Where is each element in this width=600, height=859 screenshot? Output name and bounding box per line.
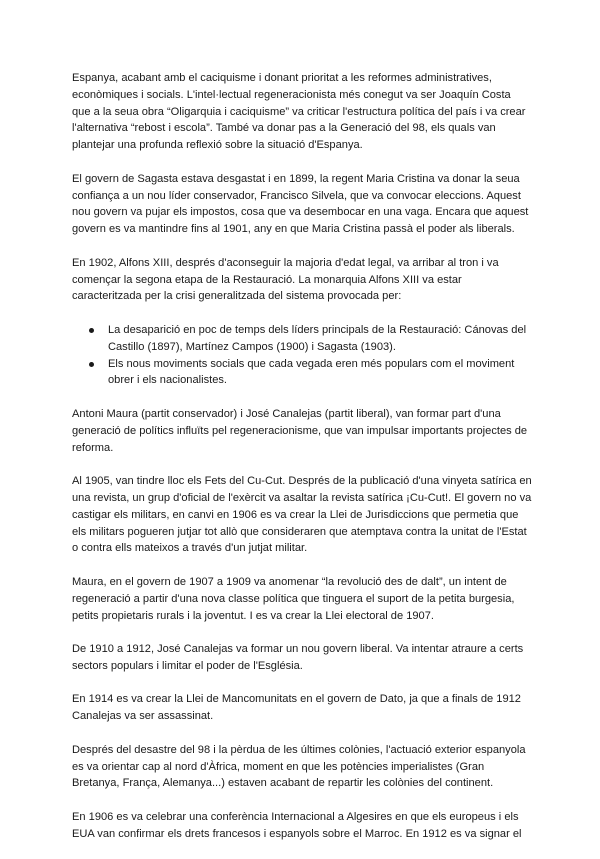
paragraph-algesires: En 1906 es va celebrar una conferència Internacional a Algesires en que els europeus i els EUA van confirmar els drets francesos i espanyols sobre el Marroc. En 1912 es va signar el	[72, 811, 522, 840]
document-page	[72, 70, 532, 859]
list-item	[108, 322, 532, 356]
crisis-causes-list	[72, 322, 532, 389]
paragraph-cu-cut: Al 1905, van tindre lloc els Fets del Cu-Cut. Després de la publicació d'una vinyeta satírica en una revista, un grup d'oficial de l'exèrcit va asaltar la revista satírica ¡Cu-Cut!. El govern no va castigar els militars, en canvi en 1906 es va crear la Llei de Jurisdiccions que permetia que els militars pogueren jutjar tot allò que consideraren que atemptava contra la unitat de l'Estat o contra ells mateixos a través d'un jutjat militar.	[72, 475, 532, 555]
paragraph-mancomunitats: En 1914 es va crear la Llei de Mancomunitats en el govern de Dato, ja que a finals de 1912 Canalejas va ser assassinat.	[72, 693, 521, 723]
paragraph-govern-sagasta: El govern de Sagasta estava desgastat i en 1899, la regent Maria Cristina va donar la seua confiança a un nou líder conservador, Francisco Silvela, que va convocar eleccions. Aquest nou govern va pujar els impostos, cosa que va desembocar en una vaga. Encara que aquest govern es va mantindre fins al 1901, any en que Maria Cristina passà el poder als liberals.	[72, 172, 529, 236]
paragraph-nord-africa: Després del desastre del 98 i la pèrdua de les últimes colònies, l'actuació exterior espanyola es va orientar cap al nord d'Àfrica, moment en que les potències imperialistes (Gran Bretanya, França, Alemanya...) estaven acabant de repartir les colònies del continent.	[72, 743, 526, 790]
bullet-icon	[89, 328, 94, 333]
list-item-text: La desaparició en poc de temps dels líders principals de la Restauració: Cánovas del Castillo (1897), Martínez Campos (1900) i Sagasta (1903).	[108, 323, 527, 353]
paragraph-regeneracionisme: Espanya, acabant amb el caciquisme i donant prioritat a les reformes administratives, econòmiques i socials. L'intel·lectual regeneracionista més conegut va ser Joaquín Costa que a la seua obra “Oligarquia i caciquisme” va criticar l'estructura política del país i va crear l'alternativa “rebost i escola”. També va donar pas a la Generació del 98, els quals van plantejar una profunda reflexió sobre la situació d'Espanya.	[72, 72, 526, 152]
bullet-icon	[89, 362, 94, 367]
list-item-text: Els nous moviments socials que cada vegada eren més populars com el moviment obrer i els nacionalistes.	[108, 357, 515, 387]
list-item	[108, 356, 532, 390]
paragraph-canalejas-govern: De 1910 a 1912, José Canalejas va formar un nou govern liberal. Va intentar atraure a certs sectors populars i limitar el poder de l'Església.	[72, 643, 524, 672]
paragraph-alfons-xiii: En 1902, Alfons XIII, després d'aconseguir la majoria d'edat legal, va arribar al tron i va començar la segona etapa de la Restauració. La monarquia Alfons XIII va estar caracteritzada per la crisi generalitzada del sistema provocada per:	[72, 256, 499, 303]
paragraph-maura-canalejas: Antoni Maura (partit conservador) i José Canalejas (partit liberal), van formar part d'una generació de polítics influïts pel regeneracionisme, que van impulsar importants projectes de reforma.	[72, 407, 528, 454]
paragraph-maura-govern: Maura, en el govern de 1907 a 1909 va anomenar “la revolució des de dalt”, un intent de regeneració a partir d'una nova classe política que tinguera el suport de la petita burgesia, petits propietaris rurals i la joventut. I es va crear la Llei electoral de 1907.	[72, 575, 515, 622]
